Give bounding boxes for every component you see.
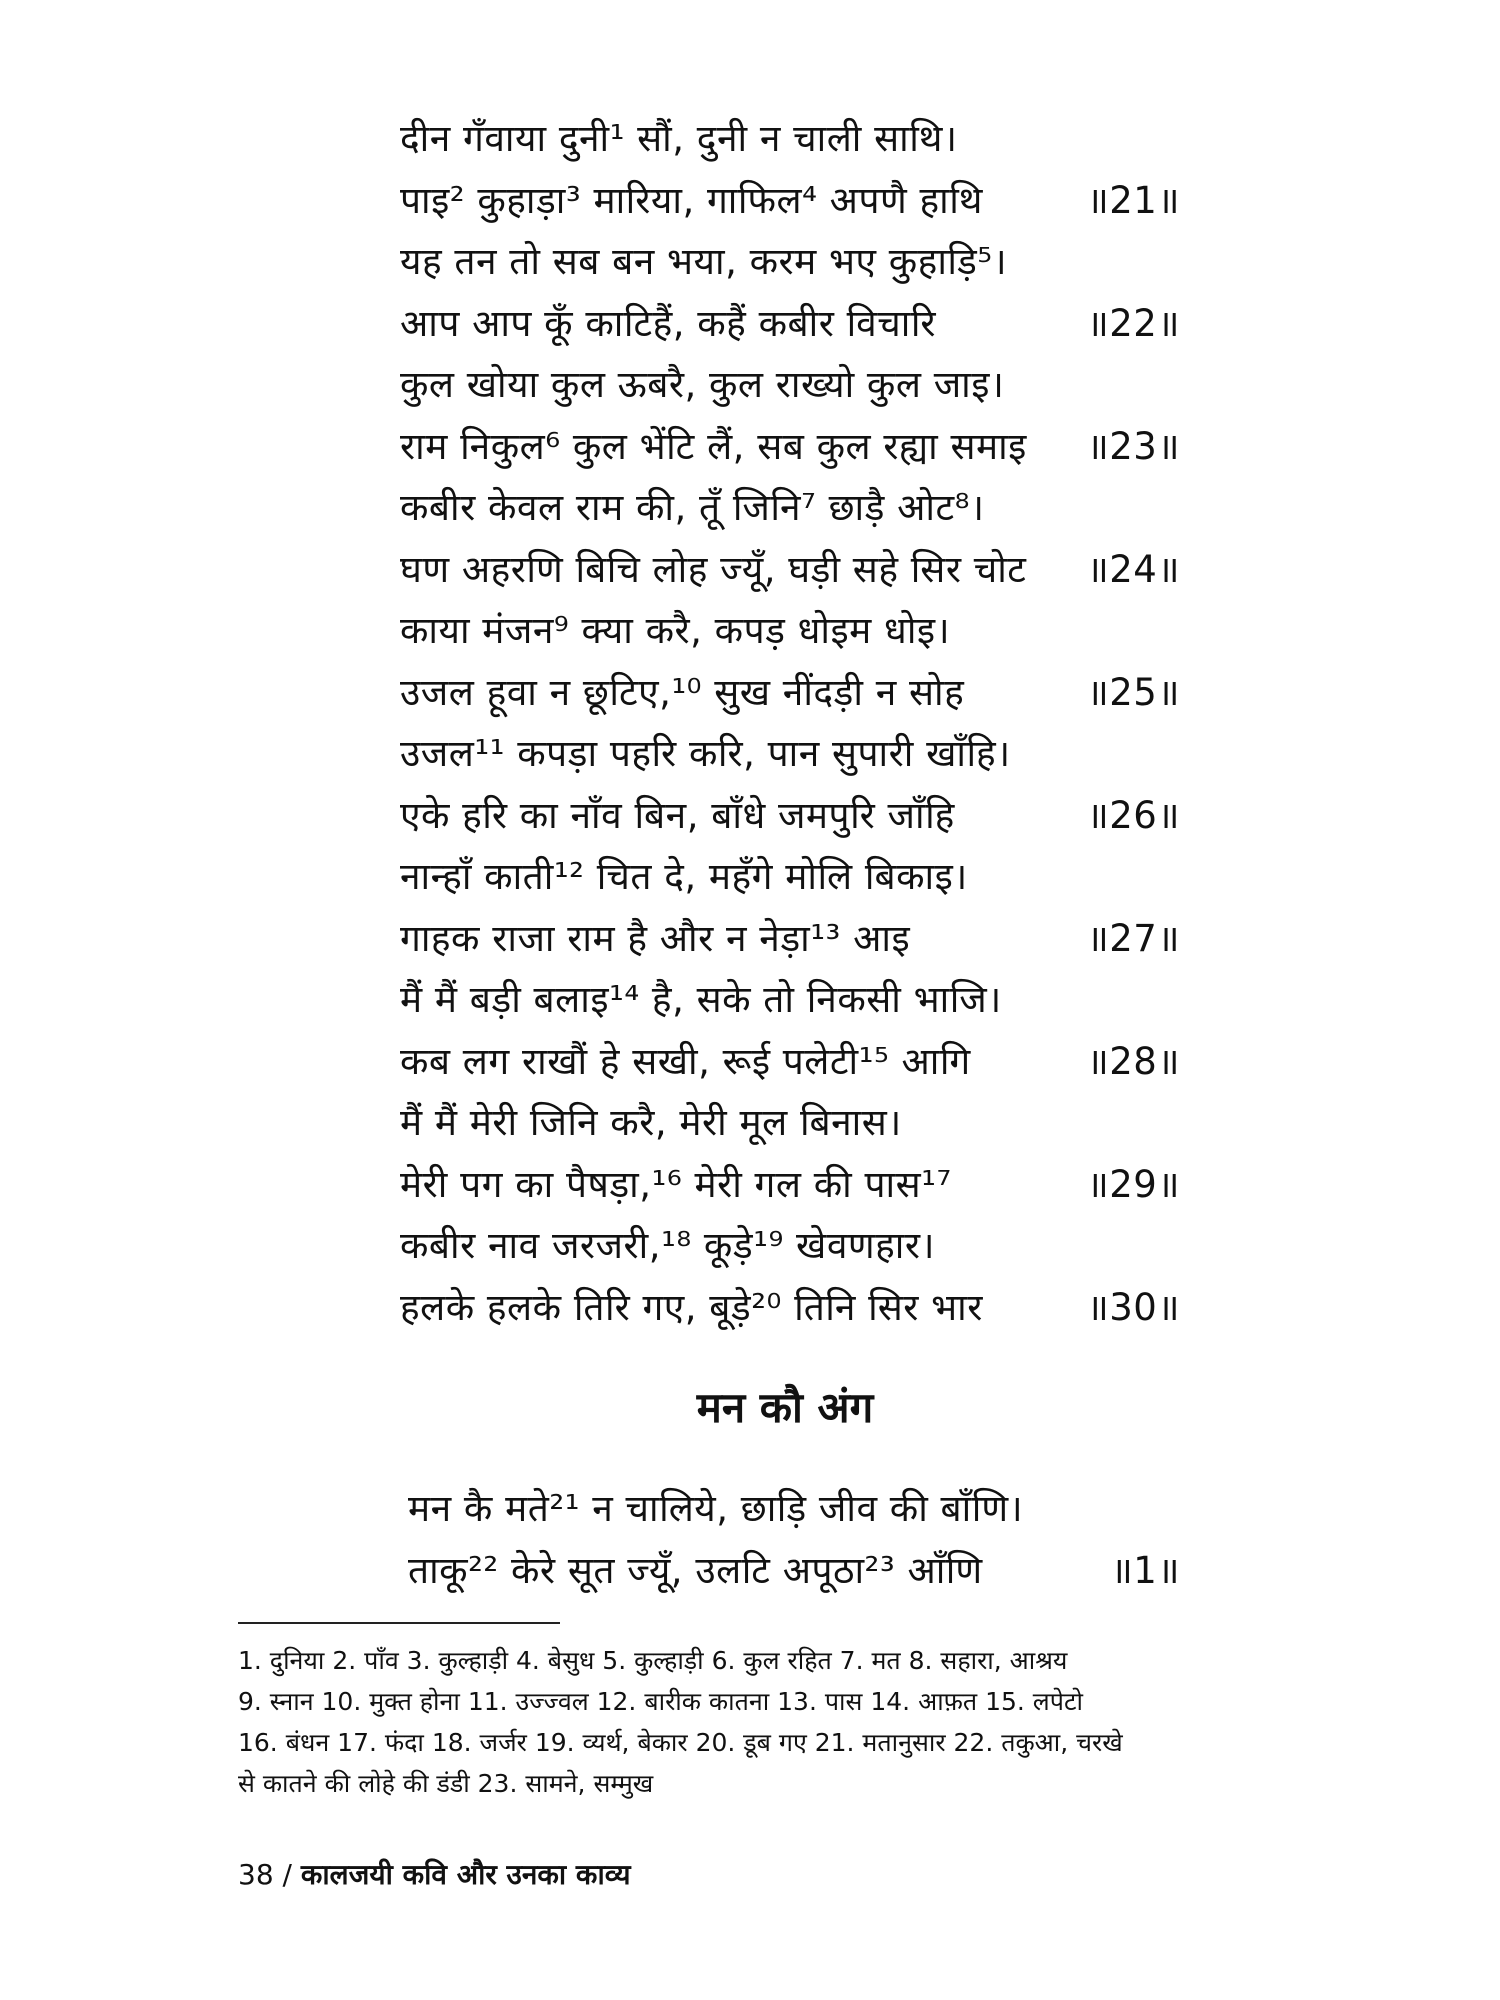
verse-number: ॥29॥ [1086, 1162, 1180, 1206]
verse-text: कबीर नाव जरजरी,¹⁸ कूड़े¹⁹ खेवणहार। [400, 1224, 936, 1267]
verse-line [400, 477, 1180, 539]
footnote-line: 16. बंधन 17. फंदा 18. जर्जर 19. व्यर्थ, बेकार 20. डूब गए 21. मतानुसार 22. तकुआ, चरखे [238, 1728, 1123, 1757]
verse-number: ॥27॥ [1086, 916, 1180, 960]
verse-line [408, 1478, 1180, 1540]
verse-text: आप आप कूँ काटिहैं, कहैं कबीर विचारि [400, 301, 937, 345]
verse-line [400, 231, 1180, 293]
verse-number: ॥21॥ [1086, 178, 1180, 222]
verse-line [400, 416, 1180, 478]
verse-line [400, 170, 1180, 232]
verse-list [400, 108, 1180, 1338]
verse-line [400, 908, 1180, 970]
verse-text: नान्हाँ काती¹² चित दे, महँगे मोलि बिकाइ। [400, 855, 968, 898]
footnote-line: 1. दुनिया 2. पाँव 3. कुल्हाड़ी 4. बेसुध 5. कुल्हाड़ी 6. कुल रहित 7. मत 8. सहारा, आश्रय [238, 1646, 1068, 1675]
verse-text: घण अहरणि बिचि लोह ज्यूँ, घड़ी सहे सिर चोट [400, 547, 1027, 591]
verse-number: ॥30॥ [1086, 1285, 1180, 1329]
verse-number: ॥25॥ [1086, 670, 1180, 714]
verse-line [400, 846, 1180, 908]
verse-number: ॥24॥ [1086, 547, 1180, 591]
verse-text: दीन गँवाया दुनी¹ सौं, दुनी न चाली साथि। [400, 117, 958, 160]
verse-line [400, 1277, 1180, 1339]
footnote-line: 9. स्नान 10. मुक्त होना 11. उज्ज्वल 12. बारीक कातना 13. पास 14. आफ़त 15. लपेटो [238, 1687, 1084, 1716]
page-footer [238, 1855, 631, 1893]
verse-line [400, 600, 1180, 662]
verse-number: ॥26॥ [1086, 793, 1180, 837]
verse-text: राम निकुल⁶ कुल भेंटि लैं, सब कुल रह्या समाइ [400, 424, 1027, 468]
verse-text: ताकू²² केरे सूत ज्यूँ, उलटि अपूठा²³ आँणि [408, 1548, 983, 1592]
verse-line [400, 108, 1180, 170]
verse-text: मैं मैं बड़ी बलाइ¹⁴ है, सके तो निकसी भाजि। [400, 978, 1002, 1021]
verse-text: मैं मैं मेरी जिनि करै, मेरी मूल बिनास। [400, 1101, 902, 1144]
book-title: कालजयी कवि और उनका काव्य [300, 1858, 631, 1891]
verse-number: ॥22॥ [1086, 301, 1180, 345]
verse-line [400, 1154, 1180, 1216]
verse-line [400, 1031, 1180, 1093]
section-verse-list [408, 1478, 1180, 1601]
verse-text: हलके हलके तिरि गए, बूड़े²⁰ तिनि सिर भार [400, 1285, 983, 1329]
verse-line [400, 785, 1180, 847]
verse-text: मेरी पग का पैषड़ा,¹⁶ मेरी गल की पास¹⁷ [400, 1162, 952, 1206]
section-heading: मन कौ अंग [696, 1383, 874, 1432]
verse-line [400, 1215, 1180, 1277]
verse-text: एके हरि का नाँव बिन, बाँधे जमपुरि जाँहि [400, 793, 955, 837]
verse-line [400, 293, 1180, 355]
verse-text: काया मंजन⁹ क्या करै, कपड़ धोइम धोइ। [400, 609, 951, 652]
verse-text: उजल हूवा न छूटिए,¹⁰ सुख नींदड़ी न सोह [400, 670, 965, 714]
verse-text: कुल खोया कुल ऊबरै, कुल राख्यो कुल जाइ। [400, 363, 1005, 406]
verse-line [400, 354, 1180, 416]
verse-line [408, 1540, 1180, 1602]
verse-text: उजल¹¹ कपड़ा पहरि करि, पान सुपारी खाँहि। [400, 732, 1011, 775]
footnote-divider [238, 1622, 560, 1624]
verse-number: ॥1॥ [1110, 1548, 1180, 1592]
footnote-line: से कातने की लोहे की डंडी 23. सामने, सम्मुख [238, 1769, 654, 1798]
verse-text: पाइ² कुहाड़ा³ मारिया, गाफिल⁴ अपणै हाथि [400, 178, 983, 222]
verse-line [400, 662, 1180, 724]
page-number: 38 / [238, 1858, 292, 1891]
verse-text: कबीर केवल राम की, तूँ जिनि⁷ छाड़ै ओट⁸। [400, 486, 985, 529]
verse-text: मन कै मते²¹ न चालिये, छाड़ि जीव की बाँणि। [408, 1487, 1024, 1530]
verse-line [400, 539, 1180, 601]
footnotes [238, 1640, 1278, 1804]
verse-text: यह तन तो सब बन भया, करम भए कुहाड़ि⁵। [400, 240, 1008, 283]
verse-line [400, 1092, 1180, 1154]
verse-text: कब लग राखौं हे सखी, रूई पलेटी¹⁵ आगि [400, 1039, 971, 1083]
verse-line [400, 969, 1180, 1031]
verse-number: ॥28॥ [1086, 1039, 1180, 1083]
verse-text: गाहक राजा राम है और न नेड़ा¹³ आइ [400, 916, 911, 960]
verse-number: ॥23॥ [1086, 424, 1180, 468]
verse-line [400, 723, 1180, 785]
